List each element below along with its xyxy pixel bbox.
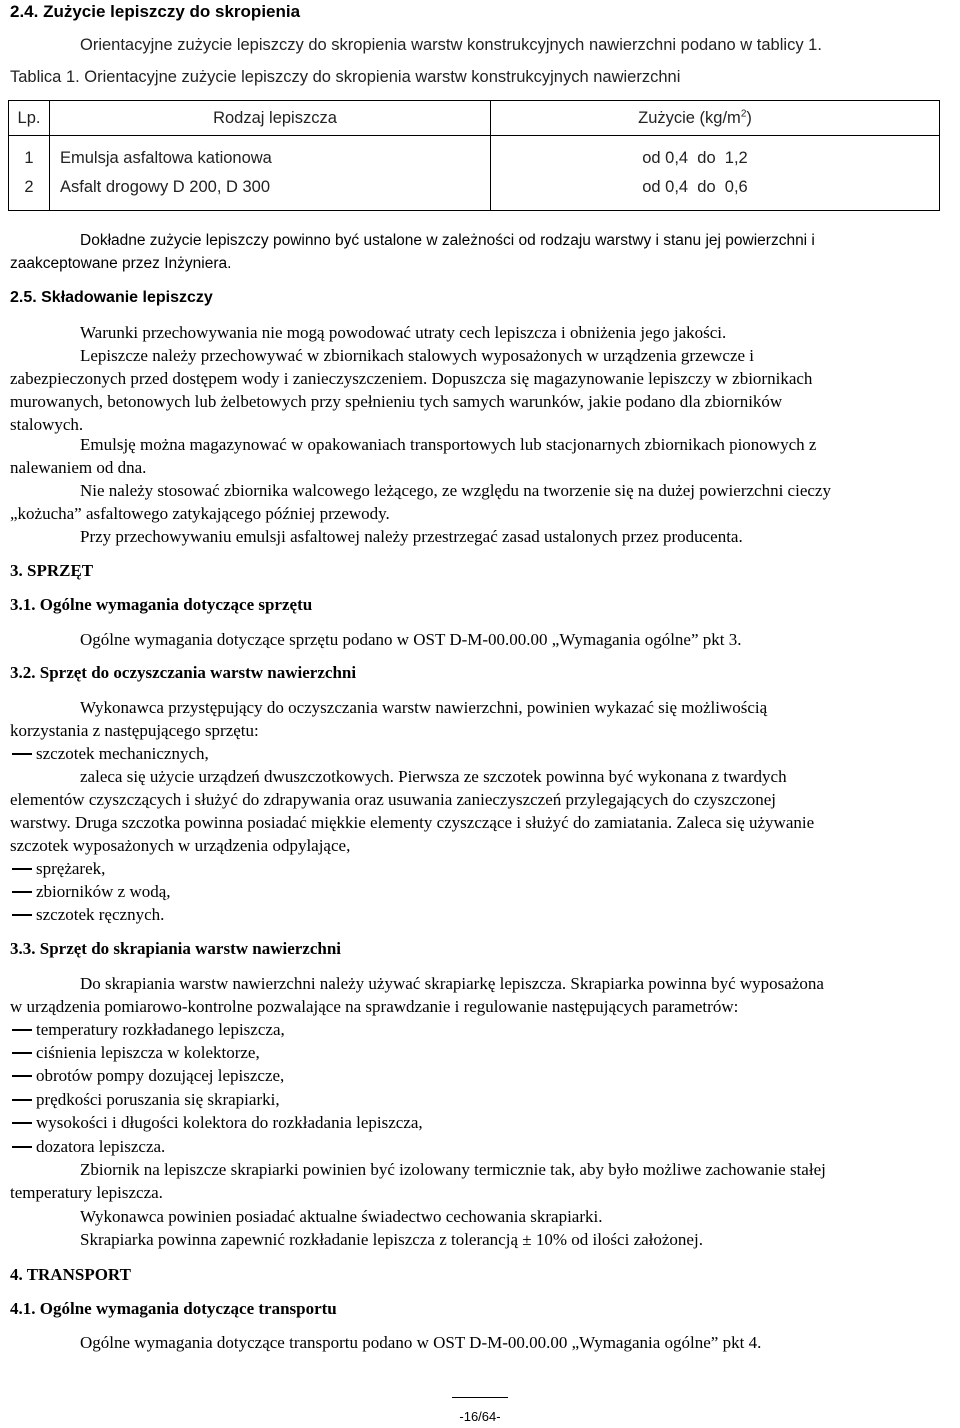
sprayer-paragraph: Do skrapiania warstw nawierzchni należy używać skrapiarkę lepiszcza. Skrapiarka powinna być wyposażona: [80, 974, 824, 993]
cleaning-paragraph: warstwy. Druga szczotka powinna posiadać miękkie elementy czyszczące i służyć do zamiatania. Zaleca się używanie: [10, 813, 815, 832]
list-item: prędkości poruszania się skrapiarki,: [10, 1088, 940, 1111]
cleaning-paragraph: korzystania z następującego sprzętu:: [10, 721, 259, 740]
storage-paragraph: murowanych, betonowych lub żelbetowych przy spełnieniu tych samych warunków, jakie podano dla zbiorników: [10, 392, 783, 411]
table-row: [9, 136, 940, 174]
list-item: temperatury rozkładanego lepiszcza,: [10, 1018, 940, 1041]
storage-paragraph: Emulsję można magazynować w opakowaniach transportowych lub stacjonarnych zbiornikach pionowych z: [80, 435, 817, 454]
cell-lp: 1: [9, 136, 50, 174]
sprayer-paragraph: Wykonawca powinien posiadać aktualne świadectwo cechowania skrapiarki.: [80, 1207, 603, 1226]
header-usage: Zużycie $(kg/m^2)$: [491, 101, 940, 136]
table-header-row: [9, 101, 940, 136]
cleaning-paragraph: zaleca się użycie urządzeń dwuszczotkowych. Pierwsza ze szczotek powinna być wykonana z twardych: [80, 767, 787, 786]
header-type: Rodzaj lepiszcza: [50, 101, 491, 136]
section-heading-3: 3. SPRZĘT: [10, 561, 94, 580]
intro-paragraph: Orientacyjne zużycie lepiszczy do skropienia warstw konstrukcyjnych nawierzchni podano w tablicy 1.: [80, 36, 822, 54]
section-heading-4-1: 4.1. Ogólne wymagania dotyczące transportu: [10, 1299, 337, 1318]
section-heading-3-2: 3.2. Sprzęt do oczyszczania warstw nawierzchni: [10, 663, 357, 682]
sprayer-paragraph: w urządzenia pomiarowo-kontrolne pozwalające na sprawdzanie i regulowanie następujących parametrów:: [10, 997, 739, 1016]
header-lp: Lp.: [9, 101, 50, 136]
list-item: wysokości i długości kolektora do rozkładania lepiszcza,: [10, 1111, 940, 1134]
cell-usage: od 0,4 do 0,6: [642, 178, 748, 196]
accuracy-paragraph-cont: zaakceptowane przez Inżyniera.: [10, 255, 232, 272]
usage-table: [8, 100, 940, 211]
cleaning-paragraph: elementów czyszczących i służyć do zdrapywania oraz usuwania zanieczyszczeń przylegających do czyszczonej: [10, 790, 777, 809]
cell-lp: 2: [9, 173, 50, 211]
cell-usage: od 0,4 do 1,2: [642, 149, 748, 167]
list-item: szczotek ręcznych.: [10, 903, 940, 926]
sprayer-paragraph: Zbiornik na lepiszcze skrapiarki powinien być izolowany termicznie tak, aby było możliwe zachowanie stałej: [80, 1160, 826, 1179]
storage-paragraph: Nie należy stosować zbiornika walcowego leżącego, ze względu na tworzenie się na dużej powierzchni cieczy: [80, 481, 831, 500]
table-row: [9, 173, 940, 211]
cleaning-paragraph: szczotek wyposażonych w urządzenia odpylające,: [10, 836, 351, 855]
list-item: ciśnienia lepiszcza w kolektorze,: [10, 1041, 940, 1064]
cleaning-paragraph: Wykonawca przystępujący do oczyszczania warstw nawierzchni, powinien wykazać się możliwością: [80, 698, 768, 717]
transport-general-paragraph: Ogólne wymagania dotyczące transportu podano w OST D-M-00.00.00 „Wymagania ogólne” pkt 4.: [80, 1333, 762, 1352]
storage-paragraph: nalewaniem od dna.: [10, 458, 147, 477]
list-item: szczotek mechanicznych,: [10, 742, 940, 765]
sprayer-paragraph: temperatury lepiszcza.: [10, 1183, 163, 1202]
equipment-general-paragraph: Ogólne wymagania dotyczące sprzętu podano w OST D-M-00.00.00 „Wymagania ogólne” pkt 3.: [80, 630, 742, 649]
storage-paragraph: zabezpieczonych przed dostępem wody i zanieczyszczeniem. Dopuszcza się magazynowanie lepiszczy w zbiornikach: [10, 369, 813, 388]
storage-paragraph: Przy przechowywaniu emulsji asfaltowej należy przestrzegać zasad ustalonych przez producenta.: [80, 527, 743, 546]
storage-paragraph: Warunki przechowywania nie mogą powodować utraty cech lepiszcza i obniżenia jego jakości.: [80, 323, 727, 342]
footer-rule: [452, 1397, 508, 1398]
list-item: dozatora lepiszcza.: [10, 1135, 940, 1158]
section-heading-2-4: 2.4. Zużycie lepiszczy do skropienia: [10, 2, 301, 21]
list-item: zbiorników z wodą,: [10, 880, 940, 903]
section-heading-3-3: 3.3. Sprzęt do skrapiania warstw nawierzchni: [10, 939, 342, 958]
cell-type: Asfalt drogowy D 200, D 300: [50, 173, 491, 211]
section-heading-2-5: 2.5. Składowanie lepiszczy: [10, 289, 213, 306]
list-item: sprężarek,: [10, 857, 940, 880]
table-caption: Tablica 1. Orientacyjne zużycie lepiszczy do skropienia warstw konstrukcyjnych nawierzchni: [10, 68, 681, 86]
cell-type: Emulsja asfaltowa kationowa: [50, 136, 491, 174]
storage-paragraph: stalowych.: [10, 415, 84, 434]
section-heading-3-1: 3.1. Ogólne wymagania dotyczące sprzętu: [10, 595, 313, 614]
sprayer-paragraph: Skrapiarka powinna zapewnić rozkładanie lepiszcza z tolerancją ± 10% od ilości założonej.: [80, 1230, 703, 1249]
page-number: -16/64-: [459, 1409, 501, 1424]
storage-paragraph: „kożucha” asfaltowego zatykającego później przewody.: [10, 504, 390, 523]
section-heading-4: 4. TRANSPORT: [10, 1265, 131, 1284]
accuracy-paragraph: Dokładne zużycie lepiszczy powinno być ustalone w zależności od rodzaju warstwy i stanu jej powierzchni i: [80, 232, 815, 249]
storage-paragraph: Lepiszcze należy przechowywać w zbiornikach stalowych wyposażonych w urządzenia grzewcze i: [80, 346, 755, 365]
list-item: obrotów pompy dozującej lepiszcze,: [10, 1064, 940, 1087]
